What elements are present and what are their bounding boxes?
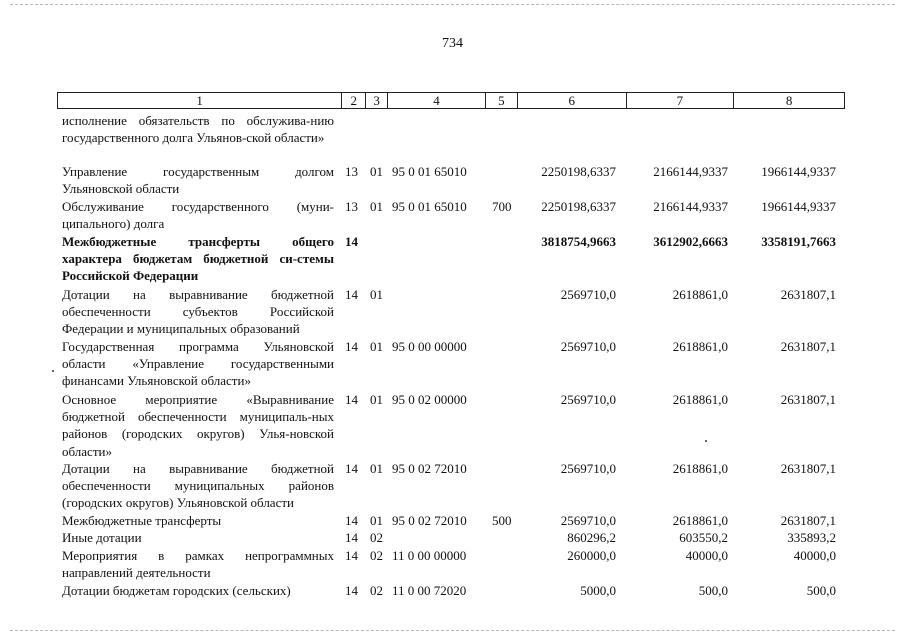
header-col-5: 5 [486,93,518,108]
row-section: 14 [345,548,358,563]
row-amount-col7: 2618861,0 [672,392,728,407]
row-subsection: 01 [370,513,383,528]
row-amount-col6: 3818754,9663 [541,234,616,249]
row-amount-col6: 260000,0 [567,548,616,563]
header-col-6: 6 [518,93,627,108]
row-amount-col6: 2250198,6337 [541,199,616,214]
row-section: 14 [345,392,358,407]
row-section: 14 [345,583,358,598]
row-amount-col7: 2166144,9337 [653,199,728,214]
row-amount-col8: 2631807,1 [780,392,836,407]
row-amount-col7: 500,0 [698,583,728,598]
row-subsection: 01 [370,461,383,476]
scan-edge-bottom [10,630,895,633]
row-description: Дотации на выравнивание бюджетной обеспеченности муниципальных районов (городских округов) Ульяновской области [62,461,334,511]
row-amount-col7: 2618861,0 [672,513,728,528]
row-subsection: 02 [370,530,383,545]
row-amount-col6: 2569710,0 [560,513,616,528]
row-subsection: 01 [370,339,383,354]
row-description: Межбюджетные трансферты [62,513,222,528]
row-amount-col6: 2569710,0 [560,392,616,407]
scan-speck [52,370,54,372]
row-amount-col6: 2250198,6337 [541,164,616,179]
row-section: 14 [345,234,358,249]
row-amount-col7: 3612902,6663 [653,234,728,249]
row-amount-col8: 335893,2 [787,530,836,545]
row-subsection: 02 [370,583,383,598]
row-target-code: 95 0 02 00000 [392,392,467,407]
row-amount-col8: 1966144,9337 [761,164,836,179]
row-amount-col6: 2569710,0 [560,339,616,354]
row-amount-col7: 603550,2 [679,530,728,545]
row-description: Основное мероприятие «Выравнивание бюджетной обеспеченности муниципаль-ных районов (городских округов) Улья-новской области» [62,392,334,459]
row-expense-type: 500 [492,513,512,528]
row-subsection: 01 [370,287,383,302]
row-amount-col8: 3358191,7663 [761,234,836,249]
row-description: Иные дотации [62,530,142,545]
row-target-code: 95 0 00 00000 [392,339,467,354]
row-description: Обслуживание государственного (муни-ципального) долга [62,199,334,232]
scan-speck [705,440,707,442]
row-description: Дотации бюджетам городских (сельских) [62,583,291,598]
header-col-8: 8 [785,93,793,108]
header-col-1: 1 [58,93,342,108]
row-target-code: 95 0 01 65010 [392,199,467,214]
row-amount-col7: 40000,0 [685,548,728,563]
row-amount-col6: 860296,2 [567,530,616,545]
row-amount-col7: 2618861,0 [672,287,728,302]
row-amount-col6: 2569710,0 [560,287,616,302]
row-target-code: 95 0 01 65010 [392,164,467,179]
row-amount-col8: 2631807,1 [780,339,836,354]
row-section: 14 [345,287,358,302]
row-amount-col8: 1966144,9337 [761,199,836,214]
row-description: Управление государственным долгом Ульяновской области [62,164,334,197]
row-target-code: 95 0 02 72010 [392,461,467,476]
row-amount-col7: 2166144,9337 [653,164,728,179]
row-amount-col6: 2569710,0 [560,461,616,476]
row-section: 14 [345,530,358,545]
row-amount-col7: 2618861,0 [672,461,728,476]
row-section: 13 [345,199,358,214]
row-section: 14 [345,461,358,476]
page-number: 734 [442,36,463,51]
row-amount-col8: 2631807,1 [780,287,836,302]
row-target-code: 11 0 00 00000 [392,548,467,563]
row-amount-col7: 2618861,0 [672,339,728,354]
header-col-2: 2 [342,93,366,108]
row-target-code: 11 0 00 72020 [392,583,467,598]
row-subsection: 01 [370,392,383,407]
row-description: Межбюджетные трансферты общего характера бюджетам бюджетной си-стемы Российской Федерации [62,234,334,284]
header-col-7: 7 [627,93,735,108]
row-expense-type: 700 [492,199,512,214]
row-subsection: 01 [370,199,383,214]
row-description: Мероприятия в рамках непрограммных направлений деятельности [62,548,334,581]
row-description: Государственная программа Ульяновской области «Управление государственными финансами Ульяновской области» [62,339,334,389]
row-description: Дотации на выравнивание бюджетной обеспеченности субъектов Российской Федерации и муниципальных образований [62,287,334,337]
row-amount-col8: 500,0 [806,583,836,598]
row-description: исполнение обязательств по обслужива-нию государственного долга Ульянов-ской области» [62,113,334,146]
row-section: 14 [345,513,358,528]
row-amount-col6: 5000,0 [580,583,616,598]
row-amount-col8: 2631807,1 [780,461,836,476]
row-amount-col8: 2631807,1 [780,513,836,528]
header-col-4: 4 [388,93,486,108]
row-section: 14 [345,339,358,354]
row-amount-col8: 40000,0 [793,548,836,563]
row-subsection: 01 [370,164,383,179]
row-section: 13 [345,164,358,179]
row-target-code: 95 0 02 72010 [392,513,467,528]
row-subsection: 02 [370,548,383,563]
header-col-3: 3 [366,93,388,108]
